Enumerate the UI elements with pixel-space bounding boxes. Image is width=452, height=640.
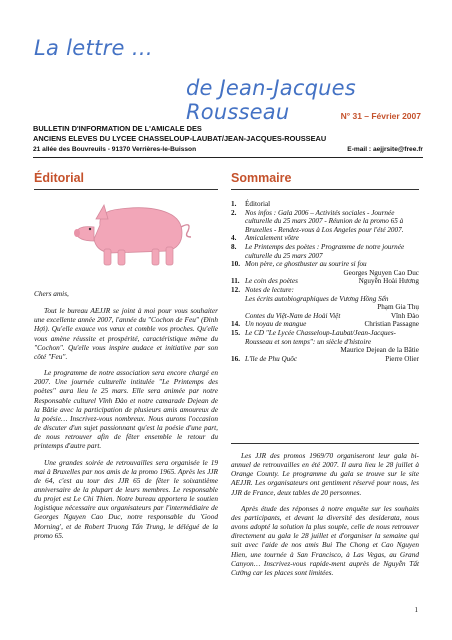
toc-item: 11. Le coin des poètes Nguyễn Hoài Hương	[231, 277, 419, 286]
toc-author: Christian Passagne	[364, 320, 419, 329]
toc-item: 14. Un noyau de mangue Christian Passagne	[231, 320, 419, 329]
toc-author: Pierre Olier	[385, 354, 419, 363]
toc-item: 1. Éditorial	[231, 200, 271, 208]
issue-number: N° 31 – Février 2007	[340, 111, 421, 121]
toc-author: Georges Nguyen Cao Duc	[343, 268, 419, 277]
toc-subitem: Les écrits autobiographiques de Vương Hồng Sển Phạm Gia Thụ	[245, 294, 419, 312]
bulletin-line-1: BULLETIN D'INFORMATION DE L'AMICALE DES	[33, 124, 202, 133]
sommaire-divider	[231, 189, 419, 190]
news-paragraph: Les JJR des promos 1969/70 organiseront leur gala bi-annuel de retrouvailles en été 2007. Il aura lieu le 28 juillet à Orange County. Le programme du gala se trouve sur le site AEJJR. Les organisateurs ont gentiment réservé pour nous, les JJR de France, deux tables de 20 personnes.	[231, 451, 419, 497]
news-divider	[231, 443, 419, 444]
toc-author: Vĩnh Đào	[390, 311, 419, 320]
editorial-text	[34, 289, 218, 547]
toc-item: 2. Nos infos : Gala 2006 – Activités sociales - Journée culturelle du 25 mars 2007 - Réunion de la promo 65 à Bruxelles - Rendez-vous à Los Angeles pour l'été 2007.	[231, 208, 404, 234]
newsletter-title-line2: de Jean-Jacques Rousseau	[186, 76, 356, 124]
bulletin-subtitle	[33, 124, 326, 143]
sommaire-heading: Sommaire	[231, 171, 292, 185]
news-text	[231, 451, 419, 584]
toc-item: 4. Amicalement vôtre	[231, 234, 299, 243]
toc-item: 12. Notes de lecture:	[231, 285, 294, 294]
pig-illustration	[70, 197, 196, 269]
editorial-divider	[34, 189, 218, 190]
page-number: 1	[414, 606, 418, 614]
editorial-paragraph: Tout le bureau AEJJR se joint à moi pour vous souhaiter une excellente année 2007, l'année du "Cochon de Feu" (Đinh Hợi). Qu'elle exauce vos vœux et comble vos proches. Qu'elle vous amène réussite et prospérité, caractéristique même du "Cochon". Qu'elle vous inspire audace et initiative par son côté "Feu".	[34, 306, 218, 361]
editorial-heading: Éditorial	[34, 171, 85, 185]
toc-author: Nguyễn Hoài Hương	[358, 277, 419, 286]
toc-item: 15. Le CD "Le Lycée Chasseloup-Laubat/Jean-Jacques-Rousseau et son temps": un siècle d'histoire Maurice Dejean de la Bâtie	[231, 328, 419, 355]
toc-item: 8. Le Printemps des poètes : Programme de notre journée culturelle du 25 mars 2007	[231, 242, 405, 260]
toc-item: 16. L'île de Phu Quôc Pierre Olier	[231, 354, 419, 363]
address-row	[33, 146, 423, 158]
email-address: E-mail : aejjrsite@free.fr	[347, 146, 423, 153]
newsletter-title-line1: La lettre …	[34, 36, 153, 60]
bulletin-line-2: ANCIENS ELEVES DU LYCEE CHASSELOUP-LAUBAT/JEAN-JACQUES-ROUSSEAU	[33, 133, 327, 143]
editorial-paragraph: Le programme de notre association sera encore chargé en 2007. Une journée culturelle intitulée "Le Printemps des poètes" aura lieu le 25 mars. Elle sera animée par notre Responsable culturel Vĩnh Đào et notre camarade Dejean de la Bâtie avec la participation de plusieurs amis amoureux de la poésie… Inscrivez-vous nombreux. Nous aurons l'occasion de discuter d'un sujet passionnant qu'est la poésie d'une part, de nous retrouver afin de fêter ensemble le retour du printemps d'autre part.	[34, 368, 218, 451]
table-of-contents	[231, 200, 419, 363]
editorial-paragraph: Une grandes soirée de retrouvailles sera organisée le 19 mai à Bruxelles par nos amis de la promo 1965. Après les JJR de 64, c'est au tour des JJR 65 de fêter le soixantième anniversaire de la plupart de leurs membres. Le responsable du projet est Le Chi Thien. Notre bureau apportera le soutien logistique nécessaire aux organisateurs par l'intermédiaire de Georges Nguyen Cao Duc, notre responsable du 'Good Morning', et de Robert Truong Tấn Trung, le délégué de la promo 65.	[34, 457, 218, 540]
toc-author: Phạm Gia Thụ	[377, 303, 419, 312]
news-paragraph: Après étude des réponses à notre enquête sur les souhaits des participants, et devant la diversité des desiderata, nous avons adopté la solution la plus souple, celle de nous retrouver directement au gala le 28 juillet et d'organiser la semaine qui suit avec l'aide de nos amis Bui The Chong et Cao Nguyen Hien, une tournée à San Francisco, à Las Vegas, au Grand Canyon… Inscrivez-vous rapide-ment auprès de Nguyễn Tất Cường car les places sont limitées.	[231, 503, 419, 577]
toc-author: Maurice Dejean de la Bâtie	[340, 346, 419, 355]
postal-address: 21 allée des Bouvreuils - 91370 Verrières-le-Buisson	[33, 146, 197, 153]
toc-subitem: Contes du Việt-Nam de Hoài Việt Vĩnh Đào	[245, 311, 419, 320]
editorial-salutation: Chers amis,	[34, 289, 69, 298]
toc-item: 10. Mon père, ce ghostbuster au sourire si fou Georges Nguyen Cao Duc	[231, 260, 419, 277]
